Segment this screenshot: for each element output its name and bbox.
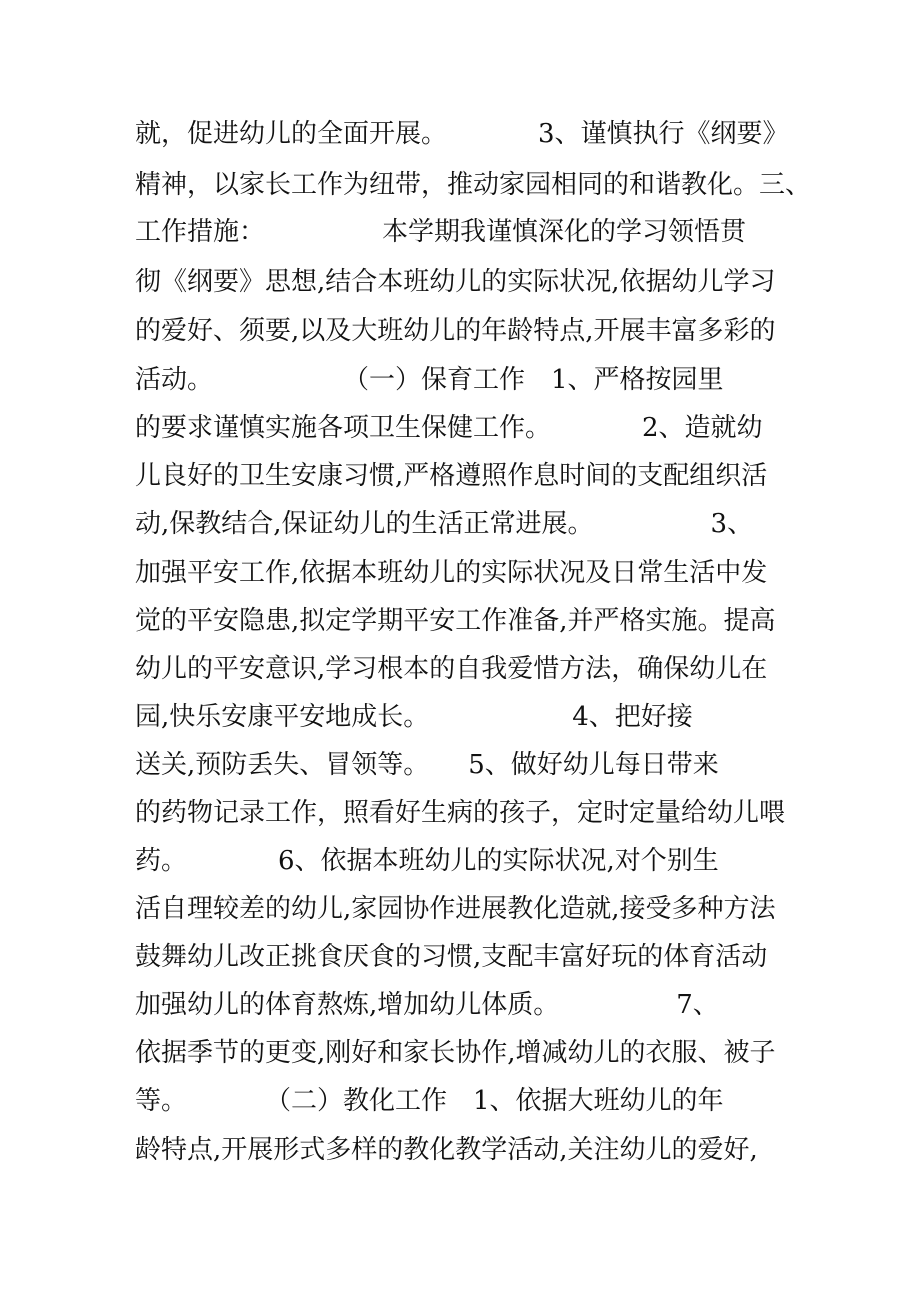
text-line: 园,快乐安康平安地成长。 4、把好接 — [135, 702, 693, 732]
text-line: 彻《纲要》思想,结合本班幼儿的实际状况,依据幼儿学习 — [135, 267, 776, 297]
text-line: 的爱好、须要,以及大班幼儿的年龄特点,开展丰富多彩的 — [135, 316, 776, 346]
text-line: 送关,预防丢失、冒领等。 5、做好幼儿每日带来 — [135, 750, 719, 780]
text-line: 觉的平安隐患,拟定学期平安工作准备,并严格实施。提高 — [135, 606, 776, 636]
text-line: 活动。 （一）保育工作 1、严格按园里 — [135, 365, 724, 395]
text-line: 依据季节的更变,刚好和家长协作,增减幼儿的衣服、被子 — [135, 1038, 776, 1068]
text-line: 等。 （二）教化工作 1、依据大班幼儿的年 — [135, 1086, 724, 1116]
text-line: 活自理较差的幼儿,家园协作进展教化造就,接受多种方法 — [135, 894, 776, 924]
text-line: 就，促进幼儿的全面开展。 3、谨慎执行《纲要》 — [135, 119, 789, 149]
text-line: 精神，以家长工作为纽带，推动家园相同的和谐教化。三、 — [135, 170, 812, 200]
text-line: 工作措施： 本学期我谨慎深化的学习领悟贯 — [135, 217, 747, 247]
text-line: 动,保教结合,保证幼儿的生活正常进展。 3、 — [135, 509, 754, 539]
text-line: 幼儿的平安意识,学习根本的自我爱惜方法，确保幼儿在 — [135, 654, 768, 684]
text-line: 鼓舞幼儿改正挑食厌食的习惯,支配丰富好玩的体育活动 — [135, 942, 768, 972]
text-line: 的药物记录工作，照看好生病的孩子，定时定量给幼儿喂 — [135, 798, 786, 828]
text-line: 加强幼儿的体育熬炼,增加幼儿体质。 7、 — [135, 990, 719, 1020]
text-line: 加强平安工作,依据本班幼儿的实际状况及日常生活中发 — [135, 558, 768, 588]
text-line: 药。 6、依据本班幼儿的实际状况,对个别生 — [135, 846, 719, 876]
text-line: 的要求谨慎实施各项卫生保健工作。 2、造就幼 — [135, 413, 763, 443]
text-line: 龄特点,开展形式多样的教化教学活动,关注幼儿的爱好, — [135, 1135, 758, 1165]
text-line: 儿良好的卫生安康习惯,严格遵照作息时间的支配组织活 — [135, 461, 768, 491]
